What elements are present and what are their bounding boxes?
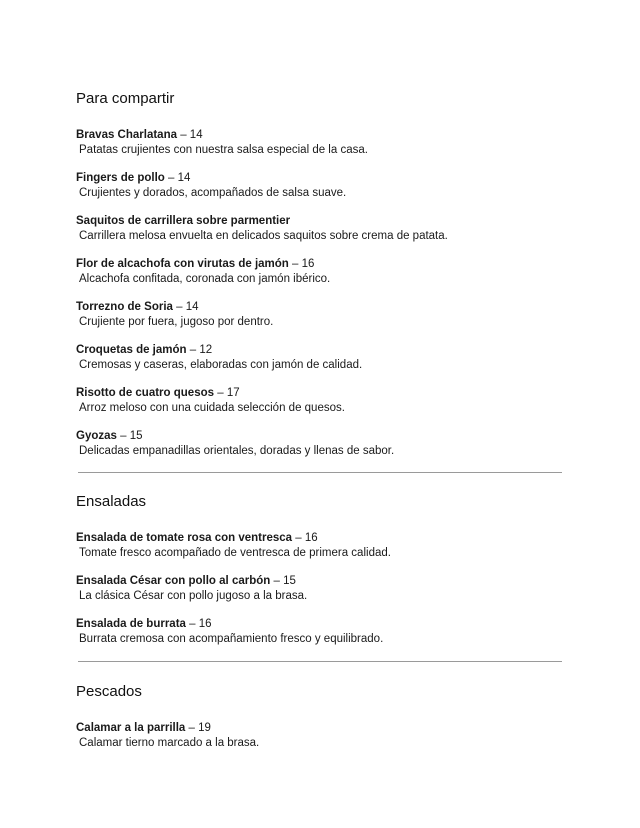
menu-item-price: 16 — [301, 258, 315, 270]
menu-item-price: 14 — [185, 301, 199, 313]
menu-item — [76, 574, 562, 617]
menu-item-description: La clásica César con pollo jugoso a la brasa. — [79, 590, 308, 602]
menu-item — [76, 343, 562, 386]
menu-item-name: Calamar a la parrilla — [76, 722, 186, 734]
menu-item-price: 12 — [199, 344, 213, 356]
menu-item-name: Ensalada César con pollo al carbón — [76, 575, 271, 587]
menu-item-list — [76, 531, 562, 660]
menu-item — [76, 429, 562, 472]
price-separator: – — [288, 258, 302, 270]
menu-item-name: Torrezno de Soria — [76, 301, 173, 313]
price-separator: – — [270, 575, 284, 587]
menu-item-header — [76, 300, 562, 314]
price-separator: – — [172, 301, 186, 313]
section-divider — [78, 661, 562, 662]
menu-item-description: Arroz meloso con una cuidada selección de quesos. — [79, 402, 345, 414]
menu-item-description: Patatas crujientes con nuestra salsa especial de la casa. — [79, 144, 368, 156]
menu-item-header — [76, 429, 562, 443]
menu-item-header — [76, 214, 562, 228]
menu-item-description: Crujiente por fuera, jugoso por dentro. — [79, 316, 274, 328]
menu-item-name: Gyozas — [76, 430, 117, 442]
menu-item-price: 16 — [198, 618, 212, 630]
menu-item-header — [76, 617, 562, 631]
menu-item-description: Delicadas empanadillas orientales, doradas y llenas de sabor. — [79, 445, 395, 457]
price-separator: – — [185, 618, 199, 630]
section-ensaladas — [76, 493, 562, 660]
menu-item-name: Risotto de cuatro quesos — [76, 387, 215, 399]
menu-item-header — [76, 257, 562, 271]
menu-item-price: 15 — [283, 575, 296, 587]
menu-item — [76, 214, 562, 257]
menu-item — [76, 386, 562, 429]
section-divider — [78, 472, 562, 473]
price-separator: – — [164, 172, 178, 184]
menu-item-price: 16 — [304, 532, 318, 544]
menu-item-name: Ensalada de tomate rosa con ventresca — [76, 532, 293, 544]
menu-item-header — [76, 721, 562, 735]
menu-item-name: Flor de alcachofa con virutas de jamón — [76, 258, 289, 270]
menu-item-header — [76, 171, 562, 185]
menu-item-header — [76, 531, 562, 545]
menu-item — [76, 171, 562, 214]
price-separator: – — [292, 532, 305, 544]
price-separator: – — [177, 129, 190, 141]
menu-item-price: 14 — [189, 129, 203, 141]
price-separator: – — [186, 344, 200, 356]
price-separator: – — [116, 430, 130, 442]
section-title: Pescados — [76, 683, 142, 700]
menu-item-name: Saquitos de carrillera sobre parmentier — [76, 215, 291, 227]
menu-item-description: Cremosas y caseras, elaboradas con jamón de calidad. — [79, 359, 363, 371]
section-para-compartir — [76, 90, 562, 472]
menu-item-name: Ensalada de burrata — [76, 618, 186, 630]
menu-item-header — [76, 128, 562, 142]
menu-item-price: 17 — [226, 387, 240, 399]
menu-item — [76, 128, 562, 171]
menu-item-header — [76, 574, 562, 588]
menu-item — [76, 617, 562, 660]
menu-item-list — [76, 721, 562, 764]
menu-item-name: Bravas Charlatana — [76, 129, 177, 141]
menu-item-description: Calamar tierno marcado a la brasa. — [79, 737, 260, 749]
menu-item-name: Fingers de pollo — [76, 172, 165, 184]
price-separator: – — [214, 387, 227, 399]
menu-item-name: Croquetas de jamón — [76, 344, 187, 356]
menu-item-header — [76, 386, 562, 400]
price-separator: – — [185, 722, 199, 734]
menu-item-list — [76, 128, 562, 472]
menu-item-description: Burrata cremosa con acompañamiento fresco y equilibrado. — [79, 633, 384, 645]
menu-item-price: 14 — [177, 172, 191, 184]
menu-item — [76, 531, 562, 574]
section-title: Ensaladas — [76, 493, 147, 510]
menu-item-description: Carrillera melosa envuelta en delicados saquitos sobre crema de patata. — [79, 230, 448, 242]
menu-item — [76, 300, 562, 343]
menu-item-price: 15 — [129, 430, 143, 442]
menu-item-price: 19 — [198, 722, 211, 734]
menu-item-description: Alcachofa confitada, coronada con jamón ibérico. — [79, 273, 331, 285]
section-title: Para compartir — [76, 90, 175, 107]
menu-item-description: Tomate fresco acompañado de ventresca de primera calidad. — [79, 547, 391, 559]
menu-item-description: Crujientes y dorados, acompañados de salsa suave. — [79, 187, 347, 199]
menu-item — [76, 721, 562, 764]
section-pescados — [76, 683, 562, 764]
menu-item — [76, 257, 562, 300]
menu-item-header — [76, 343, 562, 357]
